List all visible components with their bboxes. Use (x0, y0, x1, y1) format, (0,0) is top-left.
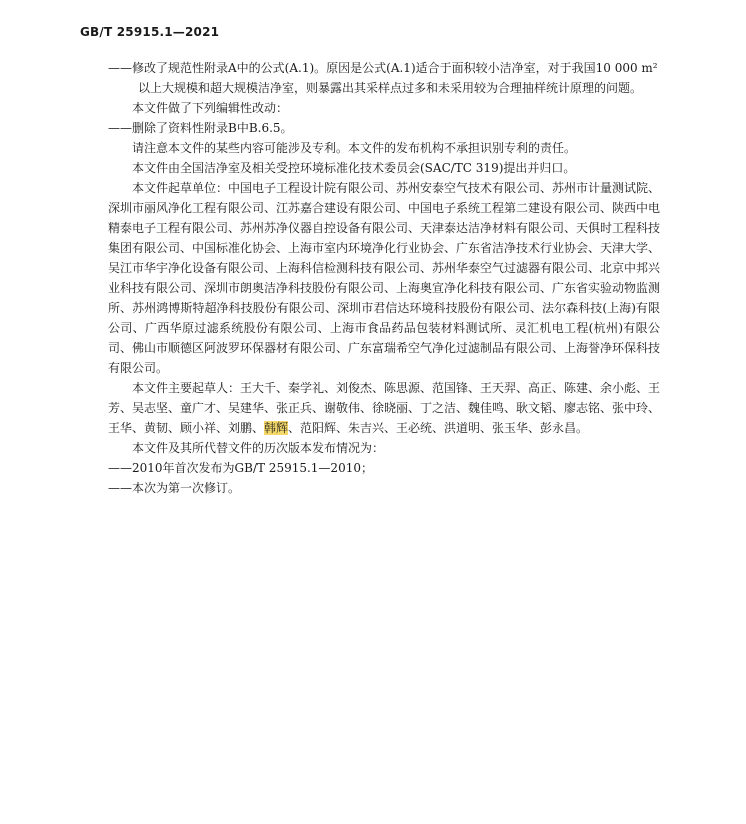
highlighted-name: 韩辉 (264, 421, 289, 435)
proposer-notice: 本文件由全国洁净室及相关受控环境标准化技术委员会(SAC/TC 319)提出并归口。 (132, 161, 576, 175)
history-item-2010: ——2010年首次发布为GB/T 25915.1—2010； (108, 461, 373, 475)
main-drafters (108, 378, 660, 438)
patent-notice: 请注意本文件的某些内容可能涉及专利。本文件的发布机构不承担识别专利的责任。 (132, 141, 577, 155)
history-item-this: ——本次为第一次修订。 (108, 481, 241, 495)
drafters-text-after: 、范阳辉、朱吉兴、王必统、洪道明、张玉华、彭永昌。 (288, 421, 589, 435)
change-item-delete: ——删除了资料性附录B中B.6.5。 (108, 121, 293, 135)
change-item-formula: ——修改了规范性附录A中的公式(A.1)。原因是公式(A.1)适合于面积较小洁净室，对于我国10 000 m² 以上大规模和超大规模洁净室，则暴露出其采样点过多和未采用较为合理抽样统计原理的问题。 (108, 61, 658, 95)
history-intro: 本文件及其所代替文件的历次版本发布情况为： (132, 441, 385, 455)
preface-content (108, 58, 660, 498)
drafters-text-before: 本文件主要起草人：王大千、秦学礼、刘俊杰、陈思源、范国锋、王天羿、高正、陈建、余小彪、王芳、吴志坚、童广才、吴建华、张正兵、谢敬伟、徐晓丽、丁之洁、魏佳鸣、耿文韬、廖志铭、张中玲、王华、黄韧、顾小祥、刘鹏、 (108, 381, 661, 435)
editorial-changes-intro: 本文件做了下列编辑性改动： (132, 101, 289, 115)
standard-code-header: GB/T 25915.1—2021 (80, 25, 220, 39)
drafting-units: 本文件起草单位：中国电子工程设计院有限公司、苏州安泰空气技术有限公司、苏州市计量测试院、深圳市丽风净化工程有限公司、江苏嘉合建设有限公司、中国电子系统工程第二建设有限公司、陕西中电精泰电子工程有限公司、苏州苏净仪器自控设备有限公司、天津泰达洁净材料有限公司、天俱时工程科技集团有限公司、中国标准化协会、上海市室内环境净化行业协会、广东省洁净技术行业协会、天津大学、吴江市华宇净化设备有限公司、上海科信检测科技有限公司、苏州华泰空气过滤器有限公司、北京中邦兴业科技有限公司、深圳市朗奥洁净科技股份有限公司、上海奥宣净化科技有限公司、广东省实验动物监测所、苏州鸿博斯特超净科技股份有限公司、深圳市君信达环境科技股份有限公司、法尔森科技(上海)有限公司、广西华原过滤系统股份有限公司、上海市食品药品包装材料测试所、灵汇机电工程(杭州)有限公司、佛山市顺德区阿波罗环保器材有限公司、广东富瑞希空气净化过滤制品有限公司、上海誉净环保科技有限公司。 (108, 181, 661, 375)
